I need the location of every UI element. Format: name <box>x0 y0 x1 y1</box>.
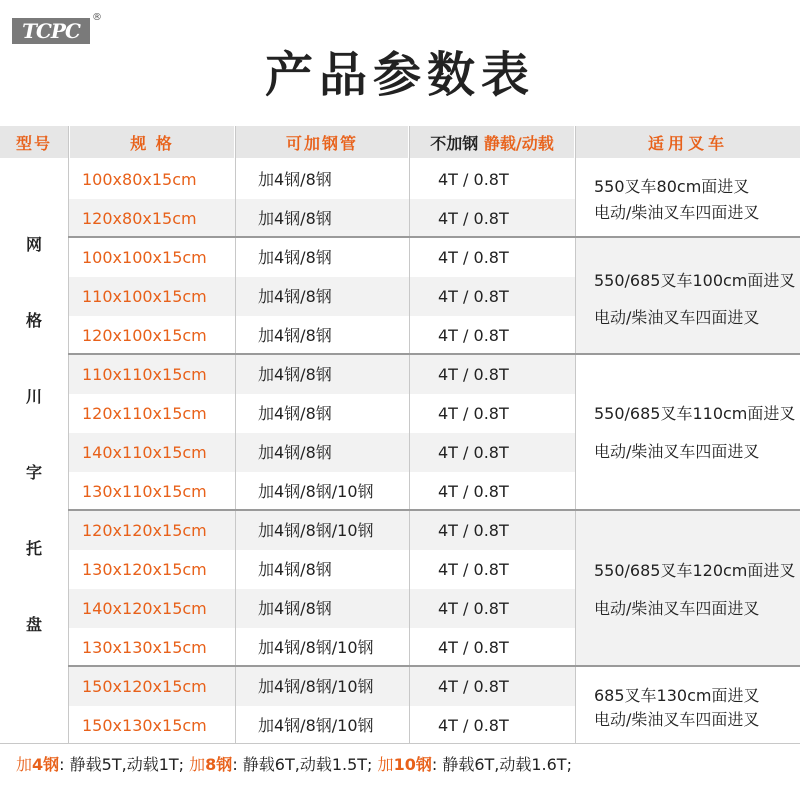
header-load <box>410 126 574 158</box>
footer-label-prefix: 加 <box>377 755 394 774</box>
steel-cell: 加4钢/8钢 <box>258 443 332 462</box>
forklift-line1: 550叉车80cm面进叉 <box>594 177 750 196</box>
registered-mark: ® <box>92 12 102 23</box>
forklift-line1: 685叉车130cm面进叉 <box>594 686 760 705</box>
header-forklift-label: 适用叉车 <box>647 133 728 153</box>
load-cell: 4T / 0.8T <box>438 521 509 540</box>
table-row <box>68 355 576 394</box>
load-cell: 4T / 0.8T <box>438 677 509 696</box>
steel-cell: 加4钢/8钢 <box>258 560 332 579</box>
load-cell: 4T / 0.8T <box>438 209 509 228</box>
load-cell: 4T / 0.8T <box>438 365 509 384</box>
spec-cell: 120x110x15cm <box>82 404 207 423</box>
spec-cell: 110x110x15cm <box>82 365 207 384</box>
type-char: 网 <box>25 235 42 254</box>
spec-cell: 120x100x15cm <box>82 326 207 345</box>
load-cell: 4T / 0.8T <box>438 599 509 618</box>
load-cell: 4T / 0.8T <box>438 404 509 423</box>
page-title: 产品参数表 <box>264 47 535 103</box>
forklift-line1: 550/685叉车100cm面进叉 <box>594 271 796 290</box>
table-row <box>68 628 576 667</box>
spec-cell: 140x120x15cm <box>82 599 207 618</box>
footer-note <box>16 752 572 775</box>
spec-cell: 110x100x15cm <box>82 287 207 306</box>
table-row <box>68 394 576 433</box>
footer-label-prefix: 加 <box>189 755 206 774</box>
group-separator <box>68 353 800 355</box>
forklift-line1: 550/685叉车110cm面进叉 <box>594 404 796 423</box>
forklift-line2: 电动/柴油叉车四面进叉 <box>594 308 760 327</box>
header-steel <box>236 126 408 158</box>
column-divider <box>409 126 410 743</box>
load-cell: 4T / 0.8T <box>438 716 509 735</box>
load-cell: 4T / 0.8T <box>438 443 509 462</box>
type-column <box>0 160 68 743</box>
spec-cell: 120x120x15cm <box>82 521 207 540</box>
group-separator <box>68 236 800 238</box>
load-cell: 4T / 0.8T <box>438 560 509 579</box>
table-row <box>68 706 576 745</box>
spec-cell: 150x130x15cm <box>82 716 207 735</box>
header-steel-label: 可加钢管 <box>285 133 358 153</box>
steel-cell: 加4钢/8钢 <box>258 404 332 423</box>
header-spec-label: 规 格 <box>130 133 174 153</box>
forklift-cell <box>576 355 800 509</box>
steel-cell: 加4钢/8钢/10钢 <box>258 716 374 735</box>
spec-cell: 130x120x15cm <box>82 560 207 579</box>
footer-text: : 静载6T,动载1.6T; <box>431 755 572 774</box>
type-char: 托 <box>25 539 42 558</box>
spec-cell: 130x130x15cm <box>82 638 207 657</box>
footer-label-suffix: 钢 <box>43 755 60 774</box>
spec-cell: 140x110x15cm <box>82 443 207 462</box>
footer-label <box>378 755 432 774</box>
column-divider <box>575 126 576 743</box>
forklift-line1: 550/685叉车120cm面进叉 <box>594 561 796 580</box>
spec-cell: 120x80x15cm <box>82 209 197 228</box>
header-load-prefix: 不加钢 <box>430 133 479 153</box>
spec-cell: 130x110x15cm <box>82 482 207 501</box>
load-cell: 4T / 0.8T <box>438 638 509 657</box>
steel-cell: 加4钢/8钢/10钢 <box>258 482 374 501</box>
header-model-label: 型号 <box>15 133 52 153</box>
footer-label-prefix: 加 <box>16 755 33 774</box>
forklift-line2: 电动/柴油叉车四面进叉 <box>594 203 760 222</box>
forklift-line2: 电动/柴油叉车四面进叉 <box>594 710 760 729</box>
table-row <box>68 433 576 472</box>
steel-cell: 加4钢/8钢 <box>258 365 332 384</box>
footer-label-suffix: 钢 <box>216 755 233 774</box>
forklift-cell <box>576 160 800 236</box>
group-separator <box>68 665 800 667</box>
header-spec <box>70 126 234 158</box>
forklift-cell <box>576 511 800 665</box>
footer-label-number: 4 <box>32 755 44 774</box>
table-row <box>68 667 576 706</box>
forklift-line2: 电动/柴油叉车四面进叉 <box>594 442 760 461</box>
footer-label-number: 8 <box>205 755 217 774</box>
forklift-cell <box>576 667 800 743</box>
header-load-suffix: 静载/动载 <box>483 133 554 153</box>
header-model <box>0 126 68 158</box>
load-cell: 4T / 0.8T <box>438 287 509 306</box>
footer-text: : 静载5T,动载1T; <box>59 755 185 774</box>
header-forklift <box>576 126 800 158</box>
spec-cell: 100x100x15cm <box>82 248 207 267</box>
table-row <box>68 511 576 550</box>
type-char: 字 <box>25 463 42 482</box>
table-row <box>68 238 576 277</box>
footer-label <box>189 755 232 774</box>
type-char: 川 <box>25 387 42 406</box>
table-row <box>68 277 576 316</box>
type-char: 格 <box>25 311 42 330</box>
steel-cell: 加4钢/8钢/10钢 <box>258 638 374 657</box>
table-row <box>68 589 576 628</box>
steel-cell: 加4钢/8钢 <box>258 248 332 267</box>
load-cell: 4T / 0.8T <box>438 482 509 501</box>
forklift-cell <box>576 238 800 353</box>
column-divider <box>235 126 236 743</box>
forklift-line2: 电动/柴油叉车四面进叉 <box>594 599 760 618</box>
load-cell: 4T / 0.8T <box>438 248 509 267</box>
table-row <box>68 316 576 355</box>
table-bottom-border <box>0 743 800 744</box>
logo-text: TCPC <box>12 18 90 44</box>
steel-cell: 加4钢/8钢 <box>258 326 332 345</box>
steel-cell: 加4钢/8钢 <box>258 170 332 189</box>
footer-label-suffix: 钢 <box>415 755 432 774</box>
spec-cell: 150x120x15cm <box>82 677 207 696</box>
table-row <box>68 160 576 199</box>
footer-text: : 静载6T,动载1.5T; <box>232 755 373 774</box>
table-row <box>68 472 576 511</box>
steel-cell: 加4钢/8钢/10钢 <box>258 677 374 696</box>
spec-cell: 100x80x15cm <box>82 170 197 189</box>
footer-label-number: 10 <box>393 755 416 774</box>
table-row <box>68 199 576 238</box>
column-divider <box>68 126 69 743</box>
steel-cell: 加4钢/8钢 <box>258 287 332 306</box>
type-char: 盘 <box>25 615 42 634</box>
steel-cell: 加4钢/8钢/10钢 <box>258 521 374 540</box>
steel-cell: 加4钢/8钢 <box>258 209 332 228</box>
group-separator <box>68 509 800 511</box>
footer-label <box>16 755 59 774</box>
load-cell: 4T / 0.8T <box>438 170 509 189</box>
steel-cell: 加4钢/8钢 <box>258 599 332 618</box>
table-row <box>68 550 576 589</box>
load-cell: 4T / 0.8T <box>438 326 509 345</box>
